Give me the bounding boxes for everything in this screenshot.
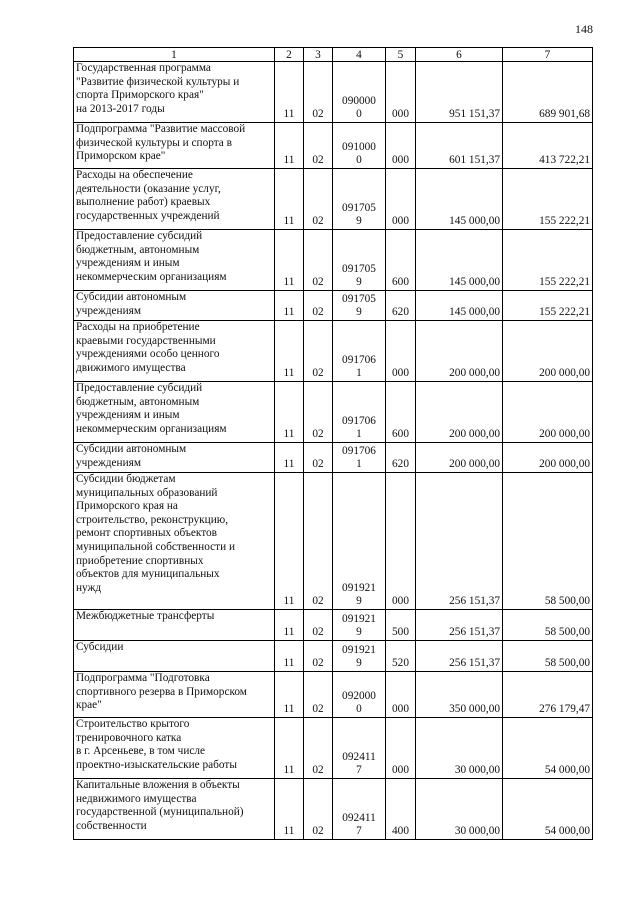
- target-code: [333, 641, 386, 672]
- row-name-line: Межбюджетные трансферты: [76, 610, 215, 622]
- subsection-code: 02: [304, 641, 333, 672]
- target-code-part: 9: [356, 595, 362, 608]
- row-name: [74, 473, 275, 610]
- section-code: 11: [275, 169, 304, 230]
- target-code-part: 091706: [342, 444, 376, 457]
- table-row: [74, 779, 593, 840]
- target-code: [333, 779, 386, 840]
- expense-type-code: 400: [386, 779, 416, 840]
- target-code-part: 9: [356, 657, 362, 670]
- row-name-line: Предоставление субсидий: [76, 382, 203, 394]
- amount-col6: 951 151,37: [416, 62, 503, 123]
- amount-col6: 350 000,00: [416, 672, 503, 718]
- target-code-part: 091000: [342, 140, 376, 153]
- target-code-part: 7: [356, 764, 362, 777]
- expense-type-code: 500: [386, 610, 416, 641]
- row-name-line: на 2013-2017 годы: [76, 102, 165, 115]
- header-cell: 7: [503, 48, 593, 62]
- row-name: [74, 169, 275, 230]
- target-code: [333, 169, 386, 230]
- row-name-line: Приморском крае": [76, 150, 166, 163]
- target-code-part: 0: [356, 154, 362, 167]
- subsection-code: 02: [304, 718, 333, 779]
- row-name-line: спорта Приморского края": [76, 89, 204, 102]
- expense-type-code: 000: [386, 473, 416, 610]
- row-name-line: некоммерческим организациям: [76, 422, 227, 435]
- section-code: 11: [275, 779, 304, 840]
- row-name-line: учреждениям и иным: [76, 257, 180, 270]
- target-code: [333, 473, 386, 610]
- target-code-part: 092411: [342, 750, 376, 763]
- amount-col7: 689 901,68: [503, 62, 593, 123]
- target-code: [333, 321, 386, 382]
- amount-col7: 200 000,00: [503, 382, 593, 443]
- row-name: [74, 123, 275, 169]
- expense-type-code: 600: [386, 230, 416, 291]
- target-code: [333, 610, 386, 641]
- target-code-part: 7: [356, 825, 362, 838]
- subsection-code: 02: [304, 473, 333, 610]
- row-name-line: муниципальной собственности и: [76, 540, 236, 553]
- row-name-line: учреждениям и иным: [76, 409, 180, 422]
- header-cell: 6: [416, 48, 503, 62]
- amount-col7: 276 179,47: [503, 672, 593, 718]
- row-name-line: Субсидии бюджетам: [76, 473, 176, 485]
- table-row: [74, 321, 593, 382]
- row-name-line: собственности: [76, 819, 147, 832]
- row-name-line: Субсидии: [76, 641, 124, 653]
- amount-col6: 200 000,00: [416, 321, 503, 382]
- target-code-part: 090000: [342, 94, 376, 107]
- row-name: [74, 382, 275, 443]
- target-code-part: 0: [356, 108, 362, 121]
- row-name-line: Субсидии автономным: [76, 443, 187, 455]
- subsection-code: 02: [304, 321, 333, 382]
- row-name-line: деятельности (оказание услуг,: [76, 182, 221, 195]
- row-name-line: бюджетным, автономным: [76, 395, 200, 408]
- subsection-code: 02: [304, 610, 333, 641]
- target-code-part: 9: [356, 215, 362, 228]
- target-code-part: 9: [356, 276, 362, 289]
- section-code: 11: [275, 382, 304, 443]
- row-name-line: Капитальные вложения в объекты: [76, 779, 240, 791]
- row-name-line: некоммерческим организациям: [76, 270, 227, 283]
- row-name-line: государственных учреждений: [76, 209, 220, 222]
- amount-col6: 256 151,37: [416, 641, 503, 672]
- row-name-line: краевыми государственными: [76, 334, 216, 347]
- table-row: [74, 473, 593, 610]
- amount-col6: 200 000,00: [416, 382, 503, 443]
- row-name: [74, 718, 275, 779]
- subsection-code: 02: [304, 382, 333, 443]
- page-number: 148: [575, 22, 593, 36]
- amount-col7: 200 000,00: [503, 443, 593, 473]
- subsection-code: 02: [304, 169, 333, 230]
- subsection-code: 02: [304, 779, 333, 840]
- row-name-line: "Развитие физической культуры и: [76, 75, 240, 88]
- subsection-code: 02: [304, 230, 333, 291]
- row-name-line: выполнение работ) краевых: [76, 196, 211, 209]
- row-name: [74, 672, 275, 718]
- header-cell: 1: [74, 48, 275, 62]
- amount-col6: 145 000,00: [416, 169, 503, 230]
- amount-col6: 145 000,00: [416, 230, 503, 291]
- amount-col6: 30 000,00: [416, 779, 503, 840]
- section-code: 11: [275, 123, 304, 169]
- expense-type-code: 000: [386, 672, 416, 718]
- row-name-line: физической культуры и спорта в: [76, 136, 232, 149]
- subsection-code: 02: [304, 672, 333, 718]
- row-name-line: бюджетным, автономным: [76, 243, 200, 256]
- amount-col6: 601 151,37: [416, 123, 503, 169]
- amount-col7: 155 222,21: [503, 169, 593, 230]
- section-code: 11: [275, 230, 304, 291]
- table-row: [74, 672, 593, 718]
- row-name: [74, 779, 275, 840]
- row-name-line: проектно-изыскательские работы: [76, 758, 237, 771]
- target-code-part: 0: [356, 703, 362, 716]
- target-code-part: 1: [356, 428, 362, 441]
- amount-col6: 30 000,00: [416, 718, 503, 779]
- header-cell: 4: [333, 48, 386, 62]
- row-name-line: Расходы на обеспечение: [76, 169, 193, 181]
- row-name: [74, 641, 275, 672]
- section-code: 11: [275, 610, 304, 641]
- table-row: [74, 443, 593, 473]
- header-row: [74, 48, 593, 62]
- target-code-part: 091706: [342, 414, 376, 427]
- row-name: [74, 443, 275, 473]
- expense-type-code: 520: [386, 641, 416, 672]
- subsection-code: 02: [304, 443, 333, 473]
- amount-col6: 256 151,37: [416, 610, 503, 641]
- row-name-line: нужд: [76, 581, 102, 594]
- row-name-line: Субсидии автономным: [76, 291, 187, 303]
- table-row: [74, 641, 593, 672]
- section-code: 11: [275, 321, 304, 382]
- table-row: [74, 169, 593, 230]
- expense-type-code: 000: [386, 169, 416, 230]
- target-code-part: 092000: [342, 689, 376, 702]
- section-code: 11: [275, 443, 304, 473]
- subsection-code: 02: [304, 291, 333, 321]
- table-row: [74, 382, 593, 443]
- target-code-part: 091706: [342, 353, 376, 366]
- subsection-code: 02: [304, 123, 333, 169]
- amount-col6: 145 000,00: [416, 291, 503, 321]
- amount-col7: 155 222,21: [503, 230, 593, 291]
- target-code-part: 091705: [342, 262, 376, 275]
- target-code: [333, 672, 386, 718]
- expense-type-code: 000: [386, 62, 416, 123]
- row-name-line: ремонт спортивных объектов: [76, 527, 217, 540]
- header-cell: 5: [386, 48, 416, 62]
- target-code: [333, 123, 386, 169]
- target-code: [333, 443, 386, 473]
- budget-table: [73, 47, 593, 840]
- amount-col7: 58 500,00: [503, 473, 593, 610]
- expense-type-code: 600: [386, 382, 416, 443]
- target-code-part: 091921: [342, 581, 376, 594]
- table-row: [74, 610, 593, 641]
- expense-type-code: 000: [386, 718, 416, 779]
- target-code-part: 1: [356, 367, 362, 380]
- section-code: 11: [275, 672, 304, 718]
- row-name-line: спортивного резерва в Приморском: [76, 685, 247, 698]
- row-name-line: учреждениями особо ценного: [76, 348, 220, 361]
- target-code-part: 9: [356, 626, 362, 639]
- row-name-line: строительство, реконструкцию,: [76, 513, 229, 526]
- section-code: 11: [275, 473, 304, 610]
- row-name-line: Строительство крытого: [76, 718, 190, 730]
- target-code-part: 091705: [342, 292, 376, 305]
- row-name-line: крае": [76, 699, 102, 712]
- row-name-line: движимого имущества: [76, 361, 186, 374]
- amount-col6: 256 151,37: [416, 473, 503, 610]
- header-cell: 2: [275, 48, 304, 62]
- amount-col7: 54 000,00: [503, 718, 593, 779]
- table-row: [74, 123, 593, 169]
- row-name-line: приобретение спортивных: [76, 554, 204, 567]
- target-code-part: 1: [356, 458, 362, 471]
- target-code-part: 091921: [342, 643, 376, 656]
- table-row: [74, 230, 593, 291]
- row-name: [74, 62, 275, 123]
- amount-col7: 58 500,00: [503, 641, 593, 672]
- target-code: [333, 230, 386, 291]
- row-name-line: учреждениям: [76, 304, 141, 317]
- row-name-line: государственной (муниципальной): [76, 806, 244, 819]
- row-name: [74, 610, 275, 641]
- row-name-line: Подпрограмма "Развитие массовой: [76, 123, 246, 135]
- row-name-line: муниципальных образований: [76, 486, 218, 499]
- amount-col7: 155 222,21: [503, 291, 593, 321]
- target-code-part: 092411: [342, 811, 376, 824]
- row-name: [74, 230, 275, 291]
- row-name-line: тренировочного катка: [76, 731, 182, 744]
- table-row: [74, 291, 593, 321]
- amount-col7: 54 000,00: [503, 779, 593, 840]
- target-code-part: 091705: [342, 201, 376, 214]
- row-name: [74, 291, 275, 321]
- row-name-line: Приморского края на: [76, 500, 178, 513]
- expense-type-code: 620: [386, 291, 416, 321]
- row-name-line: Расходы на приобретение: [76, 321, 200, 333]
- expense-type-code: 000: [386, 321, 416, 382]
- row-name-line: Государственная программа: [76, 62, 211, 74]
- row-name: [74, 321, 275, 382]
- amount-col7: 413 722,21: [503, 123, 593, 169]
- table-row: [74, 718, 593, 779]
- target-code-part: 091921: [342, 612, 376, 625]
- row-name-line: Подпрограмма "Подготовка: [76, 672, 210, 684]
- target-code: [333, 62, 386, 123]
- amount-col7: 58 500,00: [503, 610, 593, 641]
- expense-type-code: 620: [386, 443, 416, 473]
- row-name-line: в г. Арсеньеве, в том числе: [76, 745, 206, 758]
- target-code: [333, 291, 386, 321]
- subsection-code: 02: [304, 62, 333, 123]
- section-code: 11: [275, 62, 304, 123]
- table-row: [74, 62, 593, 123]
- row-name-line: недвижимого имущества: [76, 792, 197, 805]
- row-name-line: Предоставление субсидий: [76, 230, 203, 242]
- target-code: [333, 718, 386, 779]
- expense-type-code: 000: [386, 123, 416, 169]
- row-name-line: объектов для муниципальных: [76, 568, 220, 581]
- amount-col6: 200 000,00: [416, 443, 503, 473]
- header-cell: 3: [304, 48, 333, 62]
- target-code-part: 9: [356, 306, 362, 319]
- section-code: 11: [275, 718, 304, 779]
- target-code: [333, 382, 386, 443]
- table-body: [74, 62, 593, 840]
- row-name-line: учреждениям: [76, 456, 141, 469]
- section-code: 11: [275, 641, 304, 672]
- amount-col7: 200 000,00: [503, 321, 593, 382]
- section-code: 11: [275, 291, 304, 321]
